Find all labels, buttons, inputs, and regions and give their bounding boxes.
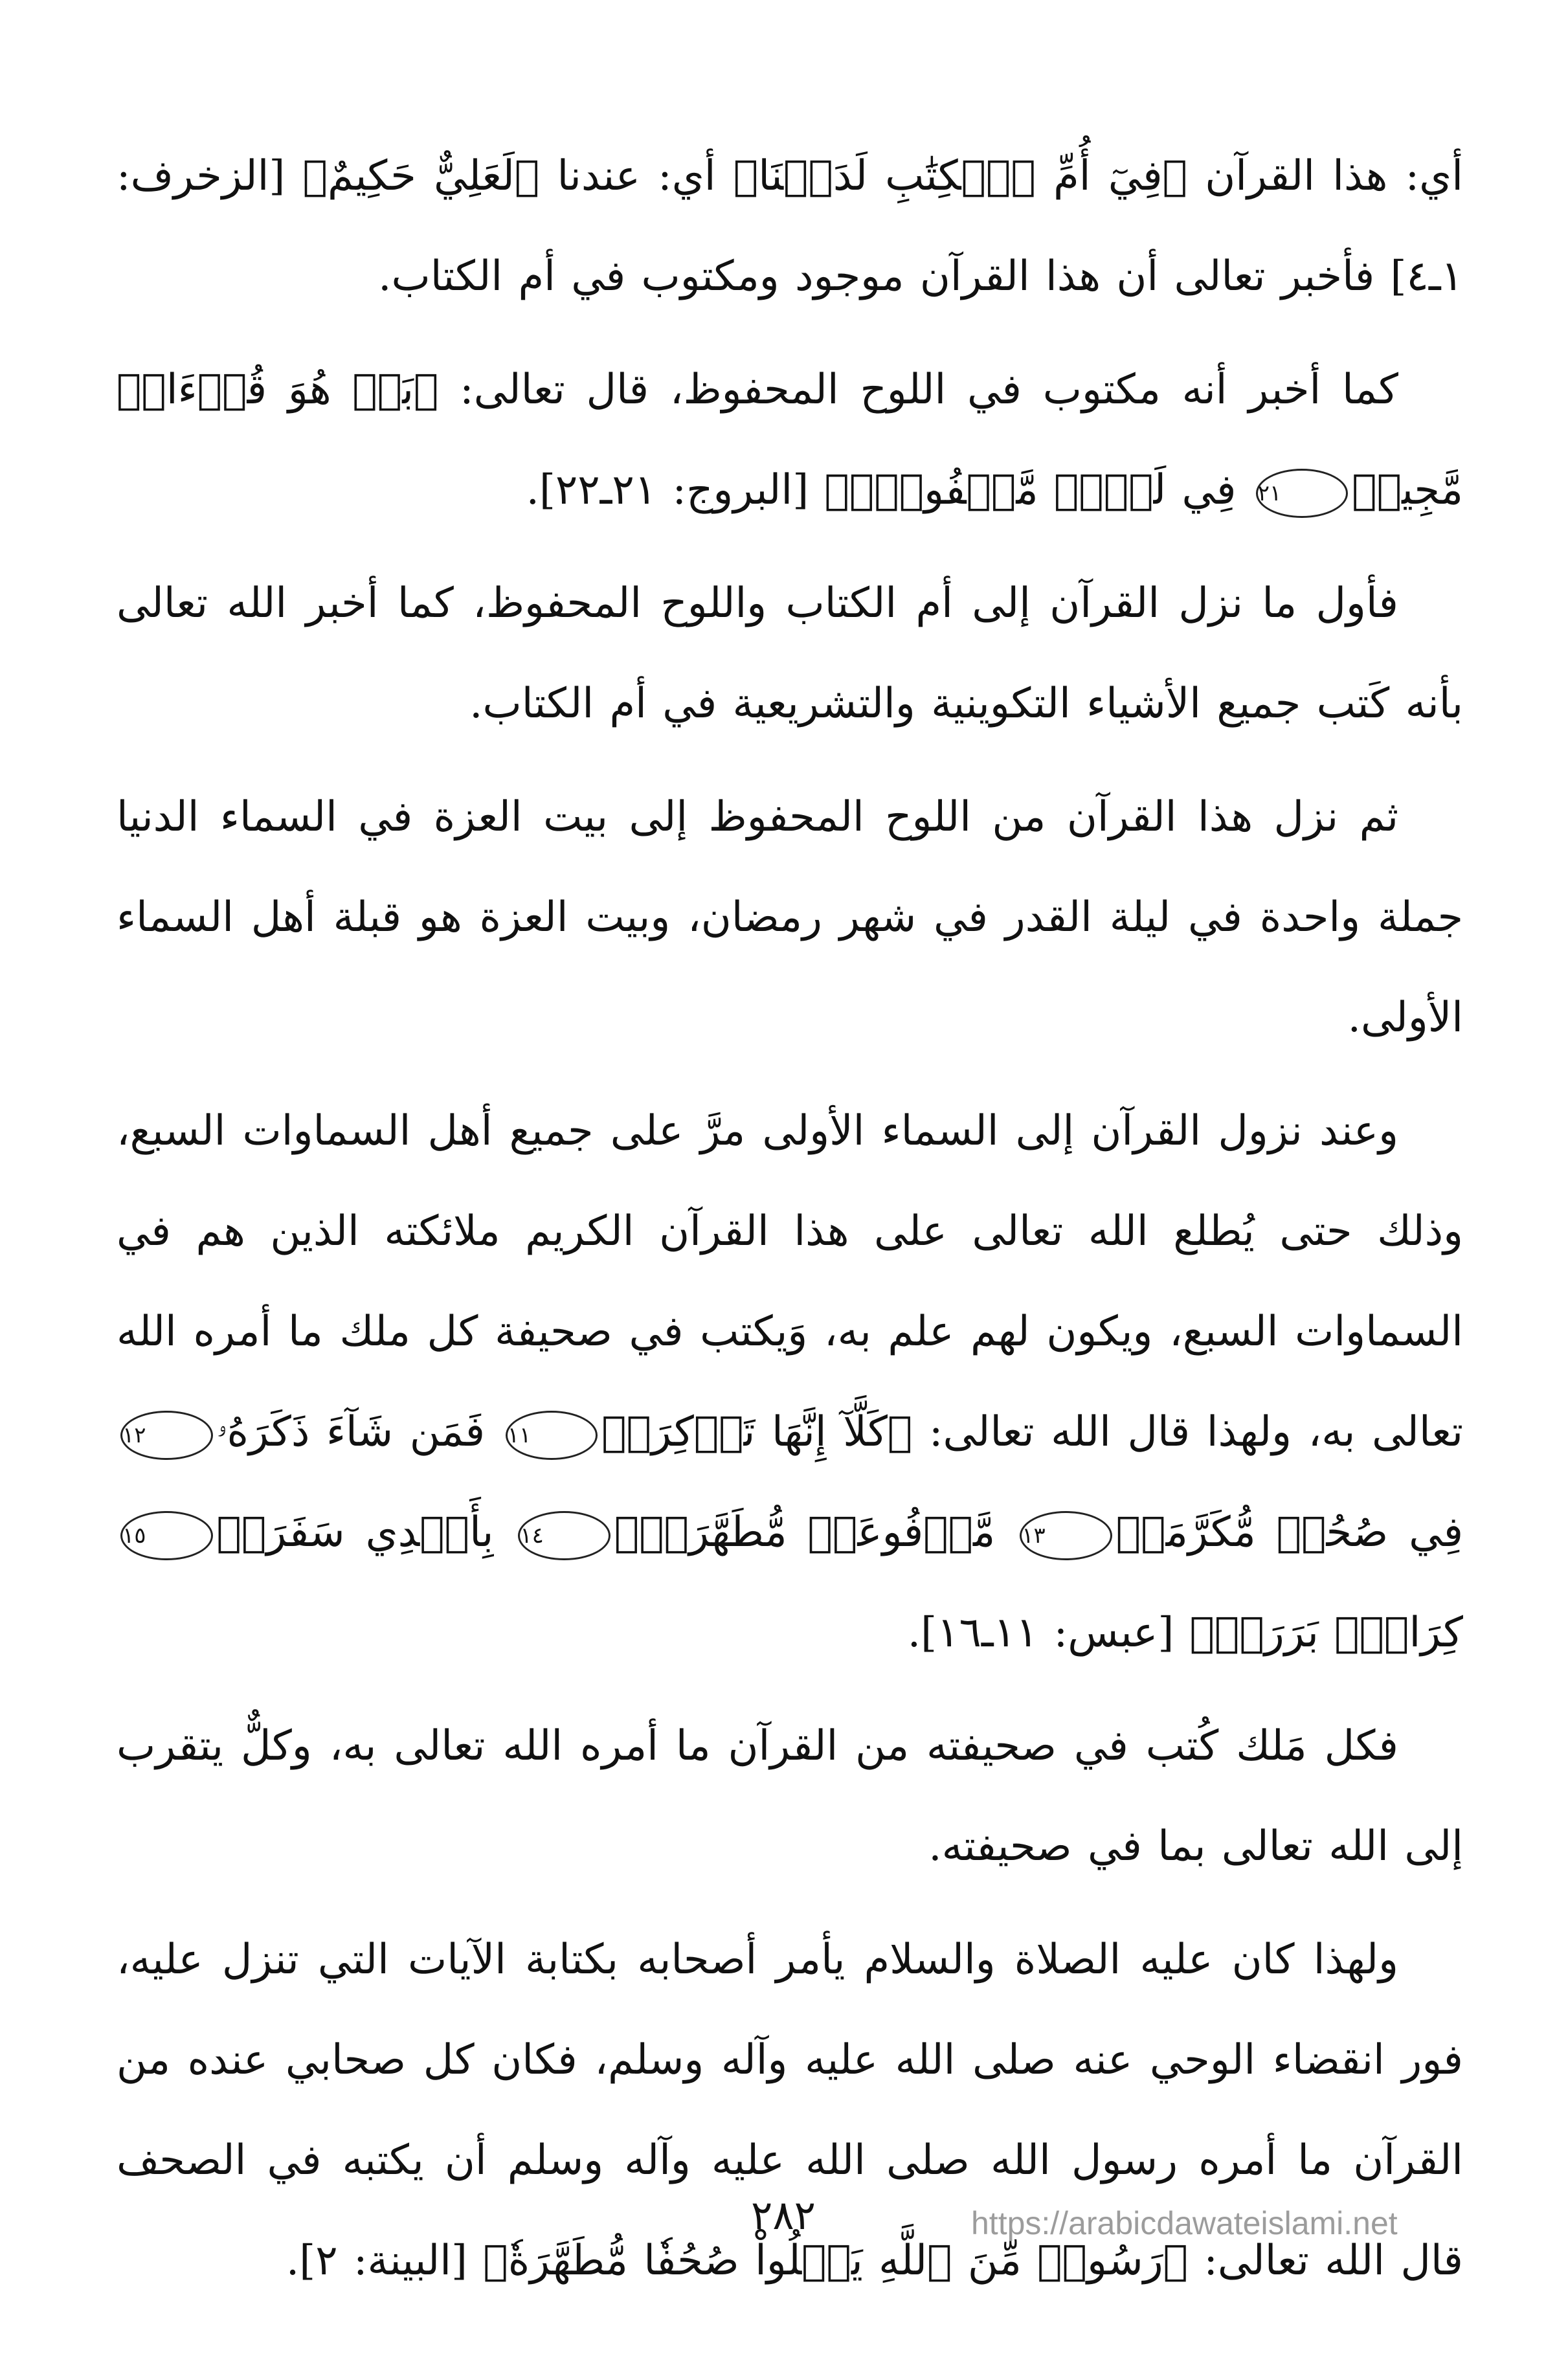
page-body — [117, 126, 1463, 2324]
page-footer — [0, 2191, 1568, 2263]
verse-number-medallion: ٢١ — [1256, 469, 1349, 518]
body-text: كما أخبر أنه مكتوب في اللوح المحفوظ، قال تعالى: — [438, 366, 1399, 414]
body-text: [الزخرف: ١ـ٤] فأخبر تعالى أن هذا القرآن موجود ومكتوب في أم الكتاب. — [117, 152, 1463, 300]
verse-number-medallion: ١٤ — [518, 1511, 610, 1560]
body-text: ولهذا كان عليه الصلاة والسلام يأمر أصحابه بكتابة الآيات التي تنزل عليه، فور انقضاء الوحي عنه صلى الله عليه وآله وسلم، فكان كل صحابي عنده من القرآن ما أمره رسول الله صلى الله عليه وآله وسلم أن يكتبه في الصحف قال الله تعالى: — [117, 1936, 1464, 2285]
verse-number-medallion: ١١ — [506, 1411, 598, 1460]
body-text: [عبس: ١١ـ١٦]. — [907, 1609, 1190, 1657]
quran-verse: مَّرۡفُوعَةٖ مُّطَهَّرَةِۭ — [614, 1508, 996, 1556]
quran-verse: كِرَامِۭ بَرَرَةٖ﴾ — [1189, 1609, 1463, 1657]
quran-verse: ﴿فِيٓ أُمِّ ٱلۡكِتَٰبِ لَدَيۡنَا﴾ — [733, 152, 1188, 200]
verse-number-medallion: ١٣ — [1020, 1511, 1112, 1560]
paragraph — [117, 1081, 1463, 1683]
quran-verse: بِأَيۡدِي سَفَرَةٖ — [216, 1508, 494, 1556]
body-text: فأول ما نزل القرآن إلى أم الكتاب واللوح المحفوظ، كما أخبر الله تعالى بأنه كَتب جميع الأشياء التكوينية والتشريعية في أم الكتاب. — [117, 579, 1463, 728]
body-text: [البروج: ٢١ـ٢٢]. — [526, 466, 825, 514]
body-text: ثم نزل هذا القرآن من اللوح المحفوظ إلى بيت العزة في السماء الدنيا جملة واحدة في ليلة القدر في شهر رمضان، وبيت العزة هو قبلة أهل السماء الأولى. — [117, 793, 1464, 1042]
paragraph — [117, 126, 1463, 327]
verse-number-medallion: ١٥ — [120, 1511, 213, 1560]
paragraph — [117, 554, 1463, 754]
paragraph — [117, 767, 1463, 1068]
quran-verse: فِي لَوۡحٖ مَّحۡفُوظِۢ﴾ — [824, 466, 1237, 514]
body-text: أي: هذا القرآن — [1187, 152, 1464, 200]
body-text: فكل مَلك كُتب في صحيفته من القرآن ما أمره الله تعالى به، وكلٌّ يتقرب إلى الله تعالى بما في صحيفته. — [117, 1722, 1463, 1870]
paragraph — [117, 340, 1463, 541]
watermark-url[interactable]: https://arabicdawateislami.net — [971, 2205, 1398, 2241]
quran-verse: ﴿بَلۡ هُوَ قُرۡءَانٞ مَّجِيدٞ — [117, 366, 1463, 514]
paragraph — [117, 1696, 1463, 1897]
quran-verse: فَمَن شَآءَ ذَكَرَهُۥ — [216, 1408, 486, 1456]
quran-verse: ﴿رَسُولٞ مِّنَ ٱللَّهِ يَتۡلُواْ صُحُفٗا مُّطَهَّرَةٗ﴾ — [483, 2237, 1188, 2285]
body-text: أي: عندنا — [539, 152, 734, 200]
body-text: [البينة: ٢]. — [286, 2237, 484, 2285]
verse-number-medallion: ١٢ — [120, 1411, 213, 1460]
page-number: ٢٨٢ — [751, 2191, 816, 2239]
quran-verse: ﴿لَعَلِيٌّ حَكِيمٌ﴾ — [302, 152, 540, 200]
quran-verse: ﴿كَلَّآ إِنَّهَا تَذۡكِرَةٞ — [601, 1408, 913, 1456]
body-text: وعند نزول القرآن إلى السماء الأولى مرَّ على جميع أهل السماوات السبع، وذلك حتى يُطلع الله تعالى على هذا القرآن الكريم ملائكته الذين هم في السماوات السبع، ويكون لهم علم به، وَيكتب في صحيفة كل ملك ما أمره الله تعالى به، ولهذا قال الله تعالى: — [117, 1107, 1464, 1456]
quran-verse: فِي صُحُفٖ مُّكَرَّمَةٖ — [1115, 1508, 1464, 1556]
